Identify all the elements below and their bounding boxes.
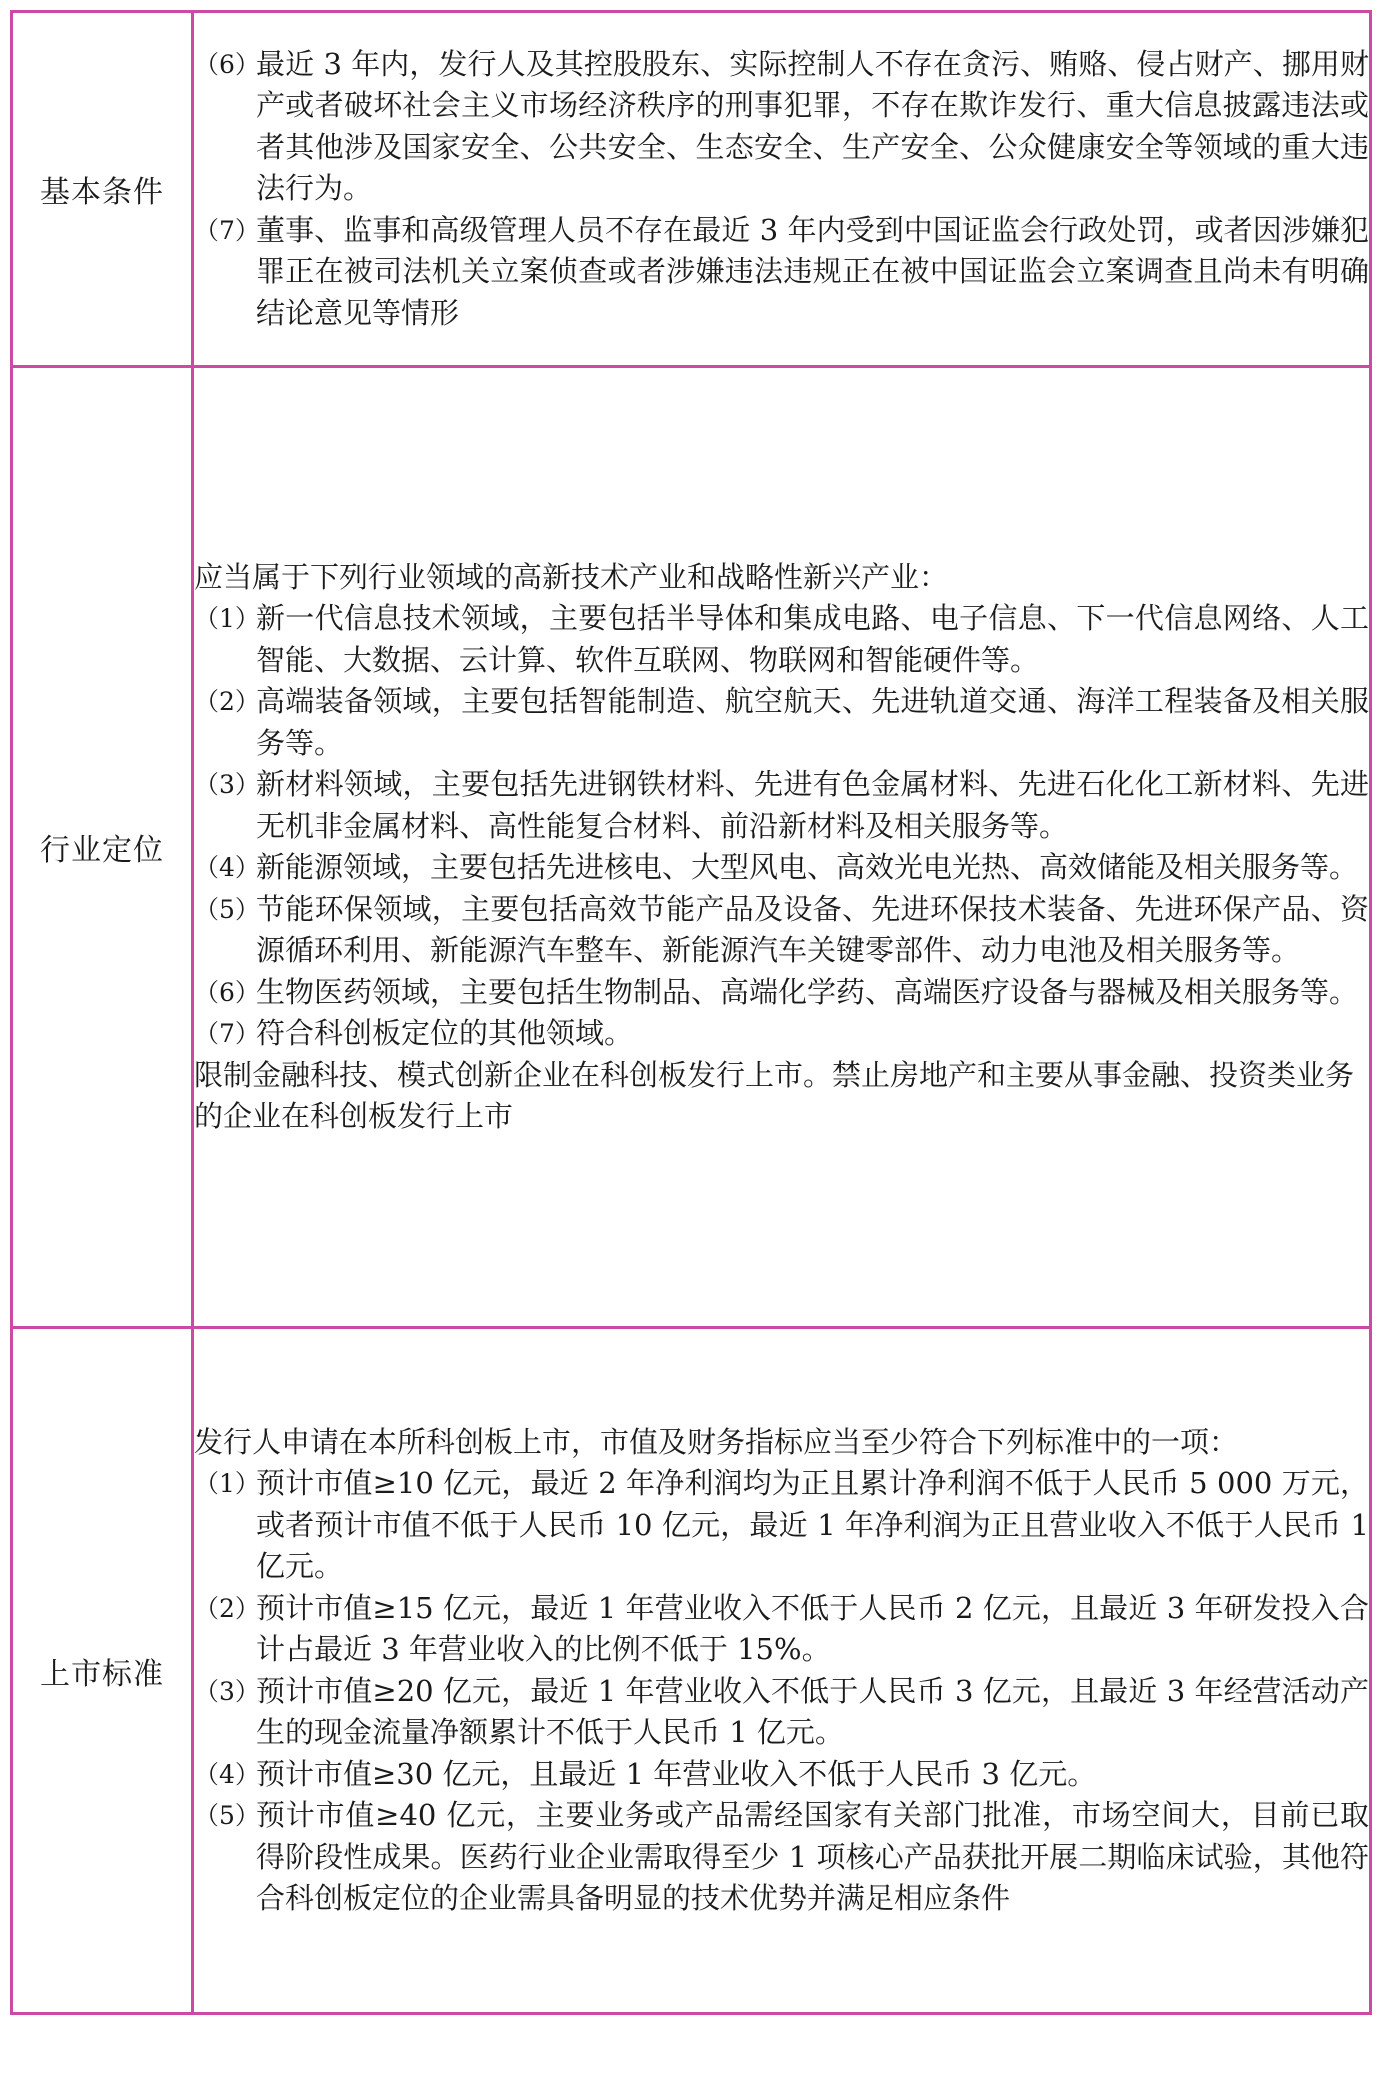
list-item xyxy=(194,1013,1369,1055)
item-text: 预计市值≥30 亿元，且最近 1 年营业收入不低于人民币 3 亿元。 xyxy=(256,1756,1097,1791)
item-text: 生物医药领域，主要包括生物制品、高端化学药、高端医疗设备与器械及相关服务等。 xyxy=(256,974,1359,1009)
list-item xyxy=(194,598,1369,681)
item-number: （6） xyxy=(194,49,260,79)
item-text: 预计市值≥40 亿元，主要业务或产品需经国家有关部门批准，市场空间大，目前已取得阶段性成果。医药行业企业需取得至少 1 项核心产品获批开展二期临床试验，其他符合科创板定位的企业需具备明显的技术优势并满足相应条件 xyxy=(256,1798,1369,1915)
item-number: （3） xyxy=(194,770,260,799)
intro-text: 发行人申请在本所科创板上市，市值及财务指标应当至少符合下列标准中的一项： xyxy=(194,1424,1239,1459)
item-number: （2） xyxy=(194,1593,260,1623)
row-content-basic-conditions xyxy=(193,12,1371,367)
item-number: （3） xyxy=(194,1676,260,1706)
item-text: 新材料领域，主要包括先进钢铁材料、先进有色金属材料、先进石化化工新材料、先进无机非金属材料、高性能复合材料、前沿新材料及相关服务等。 xyxy=(256,767,1369,843)
list-item xyxy=(194,1795,1369,1920)
list-item xyxy=(194,1671,1369,1754)
item-number: （6） xyxy=(194,977,260,1007)
outro-text: 限制金融科技、模式创新企业在科创板发行上市。禁止房地产和主要从事金融、投资类业务的企业在科创板发行上市 xyxy=(194,1057,1355,1133)
item-number: （1） xyxy=(194,604,260,633)
item-number: （1） xyxy=(194,1469,260,1498)
intro-text: 应当属于下列行业领域的高新技术产业和战略性新兴产业： xyxy=(194,559,949,594)
item-number: （4） xyxy=(194,853,260,882)
item-number: （2） xyxy=(194,687,260,716)
item-text: 最近 3 年内，发行人及其控股股东、实际控制人不存在贪污、贿赂、侵占财产、挪用财产或者破坏社会主义市场经济秩序的刑事犯罪，不存在欺诈发行、重大信息披露违法或者其他涉及国家安全、公共安全、生态安全、生产安全、公众健康安全等领域的重大违法行为。 xyxy=(256,46,1369,206)
item-text: 董事、监事和高级管理人员不存在最近 3 年内受到中国证监会行政处罚，或者因涉嫌犯罪正在被司法机关立案侦查或者涉嫌违法违规正在被中国证监会立案调查且尚未有明确结论意见等情形 xyxy=(256,212,1369,330)
list-item xyxy=(194,764,1369,847)
list-item xyxy=(194,1754,1369,1796)
item-text: 预计市值≥15 亿元，最近 1 年营业收入不低于人民币 2 亿元，且最近 3 年研发投入合计占最近 3 年营业收入的比例不低于 15%。 xyxy=(256,1590,1369,1666)
item-text: 新能源领域，主要包括先进核电、大型风电、高效光电光热、高效储能及相关服务等。 xyxy=(256,850,1359,884)
item-number: （5） xyxy=(194,1801,260,1830)
list-item xyxy=(194,1463,1369,1588)
row-label-basic-conditions: 基本条件 xyxy=(12,12,193,367)
list-item xyxy=(194,681,1369,764)
item-text: 高端装备领域，主要包括智能制造、航空航天、先进轨道交通、海洋工程装备及相关服务等。 xyxy=(256,684,1369,760)
list-item xyxy=(194,972,1369,1014)
row-label-listing-standards: 上市标准 xyxy=(12,1328,193,2014)
list-item xyxy=(194,889,1369,972)
table-row-industry-positioning xyxy=(12,367,1371,1328)
item-text: 预计市值≥20 亿元，最近 1 年营业收入不低于人民币 3 亿元，且最近 3 年经营活动产生的现金流量净额累计不低于人民币 1 亿元。 xyxy=(256,1673,1369,1749)
item-number: （5） xyxy=(194,894,260,924)
item-number: （7） xyxy=(194,215,260,245)
item-text: 节能环保领域，主要包括高效节能产品及设备、先进环保技术装备、先进环保产品、资源循环利用、新能源汽车整车、新能源汽车关键零部件、动力电池及相关服务等。 xyxy=(256,891,1369,967)
table-row-basic-conditions xyxy=(12,12,1371,367)
star-market-conditions-table xyxy=(10,10,1372,2015)
item-text: 符合科创板定位的其他领域。 xyxy=(256,1016,634,1050)
row-content-industry-positioning xyxy=(193,367,1371,1328)
row-label-industry-positioning: 行业定位 xyxy=(12,367,193,1328)
item-number: （7） xyxy=(194,1019,260,1048)
list-item xyxy=(194,1588,1369,1671)
list-item xyxy=(194,847,1369,889)
item-text: 预计市值≥10 亿元，最近 2 年净利润均为正且累计净利润不低于人民币 5 000 万元，或者预计市值不低于人民币 10 亿元，最近 1 年净利润为正且营业收入不低于人民币 1 亿元。 xyxy=(256,1466,1369,1583)
item-number: （4） xyxy=(194,1759,260,1789)
table-row-listing-standards xyxy=(12,1328,1371,2014)
list-item xyxy=(194,210,1369,335)
list-item xyxy=(194,44,1369,210)
row-content-listing-standards xyxy=(193,1328,1371,2014)
item-text: 新一代信息技术领域，主要包括半导体和集成电路、电子信息、下一代信息网络、人工智能、大数据、云计算、软件互联网、物联网和智能硬件等。 xyxy=(256,601,1369,677)
